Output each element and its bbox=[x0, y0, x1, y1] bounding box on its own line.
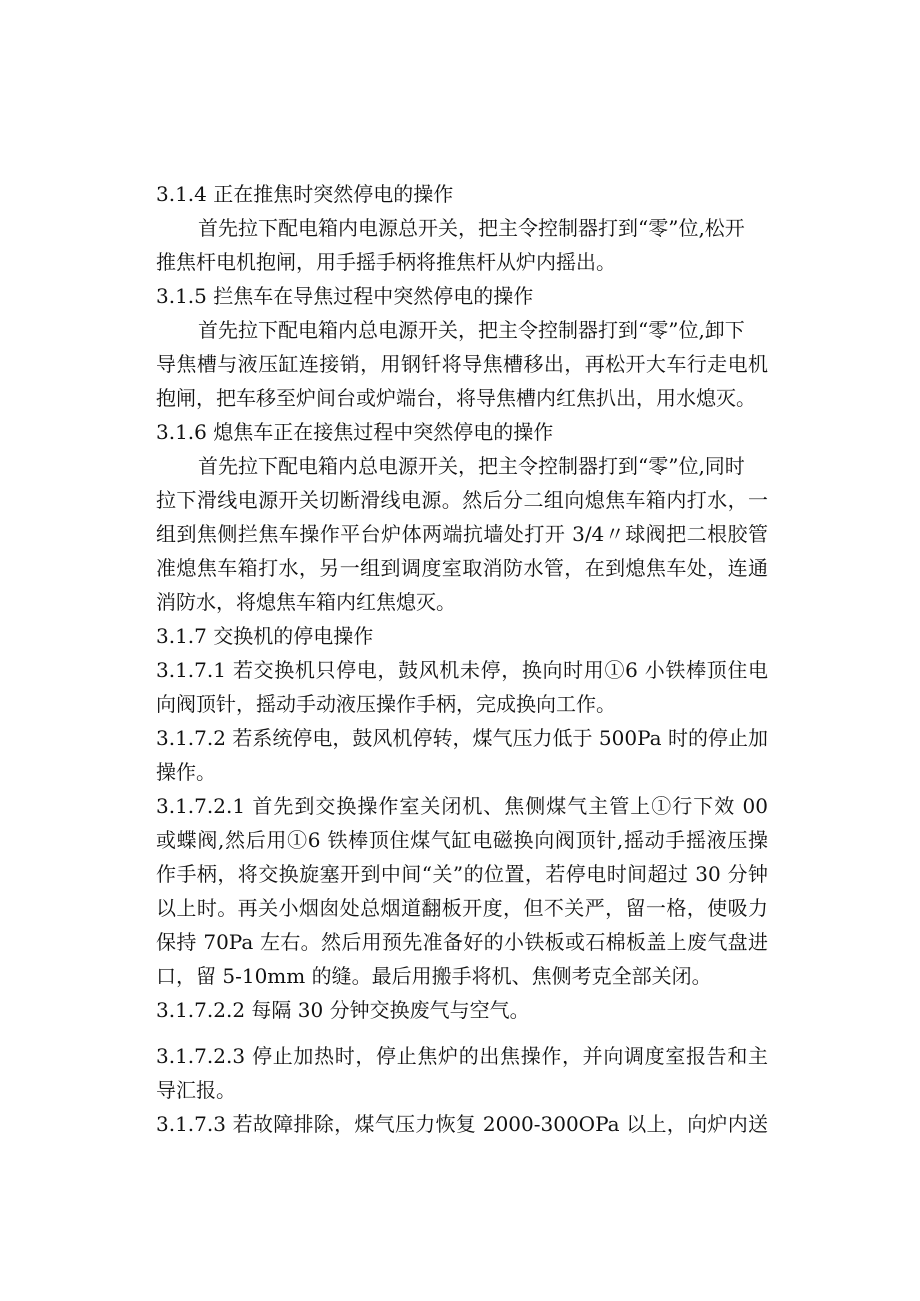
paragraph-line: 导焦槽与液压缸连接销，用钢钎将导焦槽移出，再松开大车行走电机 bbox=[156, 352, 768, 376]
section-heading-3-1-6: 3.1.6 熄焦车正在接焦过程中突然停电的操作 bbox=[156, 420, 554, 444]
paragraph-line: 3.1.7.1 若交换机只停电，鼓风机未停，换向时用①6 小铁棒顶住电 bbox=[156, 658, 768, 682]
paragraph-line: 作手柄，将交换旋塞开到中间“关”的位置，若停电时间超过 30 分钟 bbox=[156, 862, 768, 886]
section-heading-3-1-7: 3.1.7 交换机的停电操作 bbox=[156, 624, 374, 648]
section-heading-3-1-5: 3.1.5 拦焦车在导焦过程中突然停电的操作 bbox=[156, 284, 534, 308]
paragraph-line: 或蝶阀,然后用①6 铁棒顶住煤气缸电磁换向阀顶针,摇动手摇液压操 bbox=[156, 828, 768, 852]
paragraph-line: 3.1.7.3 若故障排除，煤气压力恢复 2000-300OPa 以上，向炉内送 bbox=[156, 1112, 768, 1136]
paragraph-line: 以上时。再关小烟囱处总烟道翻板开度，但不关严，留一格，使吸力 bbox=[156, 896, 768, 920]
paragraph-line: 3.1.7.2.3 停止加热时，停止焦炉的出焦操作，并向调度室报告和主 bbox=[156, 1044, 768, 1068]
paragraph-line: 抱闸，把车移至炉间台或炉端台，将导焦槽内红焦扒出，用水熄灭。 bbox=[156, 386, 756, 410]
section-heading-3-1-7-2-2: 3.1.7.2.2 每隔 30 分钟交换废气与空气。 bbox=[156, 998, 530, 1022]
paragraph-line: 首先拉下配电箱内总电源开关，把主令控制器打到“零”位,卸下 bbox=[198, 318, 745, 342]
paragraph-line: 消防水，将熄焦车箱内红焦熄灭。 bbox=[156, 590, 456, 614]
paragraph-line: 操作。 bbox=[156, 760, 216, 784]
paragraph-line: 首先拉下配电箱内电源总开关，把主令控制器打到“零”位,松开 bbox=[198, 216, 745, 240]
paragraph-line: 口，留 5-10mm 的缝。最后用搬手将机、焦侧考克全部关闭。 bbox=[156, 964, 712, 988]
paragraph-line: 推焦杆电机抱闸，用手摇手柄将推焦杆从炉内摇出。 bbox=[156, 250, 616, 274]
paragraph-line: 首先拉下配电箱内总电源开关，把主令控制器打到“零”位,同时 bbox=[198, 454, 745, 478]
section-heading-3-1-4: 3.1.4 正在推焦时突然停电的操作 bbox=[156, 182, 454, 206]
paragraph-line: 向阀顶针，摇动手动液压操作手柄，完成换向工作。 bbox=[156, 692, 616, 716]
paragraph-line: 保持 70Pa 左右。然后用预先准备好的小铁板或石棉板盖上废气盘进 bbox=[156, 930, 768, 954]
paragraph-line: 3.1.7.2 若系统停电，鼓风机停转，煤气压力低于 500Pa 时的停止加 bbox=[156, 726, 768, 750]
paragraph-line: 组到焦侧拦焦车操作平台炉体两端抗墙处打开 3/4〃球阀把二根胶管 bbox=[156, 522, 768, 546]
paragraph-gap bbox=[156, 1027, 768, 1039]
paragraph-line: 拉下滑线电源开关切断滑线电源。然后分二组向熄焦车箱内打水，一 bbox=[156, 488, 768, 512]
paragraph-line: 导汇报。 bbox=[156, 1078, 236, 1102]
paragraph-line: 准熄焦车箱打水，另一组到调度室取消防水管，在到熄焦车处，连通 bbox=[156, 556, 768, 580]
document-body bbox=[156, 177, 768, 1141]
paragraph-line: 3.1.7.2.1 首先到交换操作室关闭机、焦侧煤气主管上①行下效 00 bbox=[156, 794, 768, 818]
